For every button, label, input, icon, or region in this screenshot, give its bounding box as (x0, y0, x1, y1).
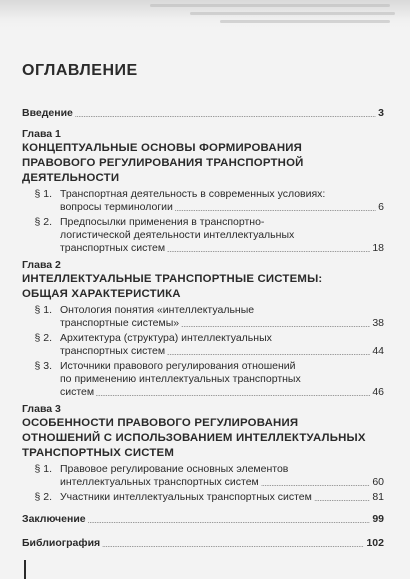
chapter-title-line: ИНТЕЛЛЕКТУАЛЬНЫЕ ТРАНСПОРТНЫЕ СИСТЕМЫ: (22, 273, 323, 285)
section-text-line: транспортных систем (60, 242, 166, 254)
toc-entry-section[interactable] (22, 360, 384, 399)
section-number: § 2. (34, 332, 52, 344)
section-text-line: Транспортная деятельность в современных условиях: (60, 188, 326, 200)
dot-leader (75, 116, 376, 117)
section-text-line: систем (60, 386, 95, 398)
section-text-line: Правовое регулирование основных элементов (60, 463, 289, 475)
section-text-line: Онтология понятия «интеллектуальные (60, 304, 255, 316)
toc-entry-conclusion[interactable] (22, 513, 384, 526)
chapter-label: Глава 2 (22, 259, 61, 271)
section-text-line: логистической деятельности интеллектуальных (60, 229, 295, 241)
section-number: § 2. (34, 491, 52, 503)
page-number: 44 (372, 345, 384, 357)
toc-entry-section[interactable] (22, 463, 384, 489)
blurred-text-line (150, 4, 390, 7)
section-number: § 3. (34, 360, 52, 372)
toc-entry-introduction-label: Введение (22, 107, 73, 119)
blurred-text-line (220, 20, 390, 23)
section-body (60, 188, 384, 214)
chapter-label: Глава 3 (22, 403, 61, 415)
section-text-line: транспортные системы» (60, 317, 180, 329)
page-number: 3 (378, 107, 384, 119)
chapter-title-line: ДЕЯТЕЛЬНОСТИ (22, 172, 120, 184)
toc-entry-section[interactable] (22, 491, 384, 504)
dot-leader (102, 546, 364, 547)
dot-leader (175, 210, 376, 211)
section-number: § 1. (34, 304, 52, 316)
chapter-label: Глава 1 (22, 128, 61, 140)
toc-entry-section[interactable] (22, 304, 384, 330)
dot-leader (261, 485, 371, 486)
table-of-contents (22, 107, 384, 550)
toc-entry-section[interactable] (22, 216, 384, 255)
section-body (60, 463, 384, 489)
toc-entry-conclusion-label: Заключение (22, 513, 86, 525)
page-number: 99 (372, 513, 384, 525)
section-last-line (60, 201, 384, 214)
dot-leader (181, 326, 370, 327)
blurred-text-line (190, 12, 395, 15)
section-number: § 1. (34, 463, 52, 475)
chapter-title-line: ОБЩАЯ ХАРАКТЕРИСТИКА (22, 288, 181, 300)
toc-entry-section[interactable] (22, 188, 384, 214)
dot-leader (314, 500, 370, 501)
section-last-line (60, 386, 384, 399)
section-last-line (60, 491, 384, 504)
section-text-line: по применению интеллектуальных транспортных (60, 373, 301, 385)
section-number: § 1. (34, 188, 52, 200)
section-last-line (60, 242, 384, 255)
page-number: 38 (372, 317, 384, 329)
page-number: 6 (378, 201, 384, 213)
dot-leader (167, 354, 370, 355)
chapter-title-line: ТРАНСПОРТНЫХ СИСТЕМ (22, 447, 175, 459)
section-body (60, 360, 384, 399)
toc-entry-section[interactable] (22, 332, 384, 358)
section-text-line: вопросы терминологии (60, 201, 173, 213)
section-text-line: Предпосылки применения в транспортно- (60, 216, 265, 228)
chapter-title-line: КОНЦЕПТУАЛЬНЫЕ ОСНОВЫ ФОРМИРОВАНИЯ (22, 142, 303, 154)
chapter-title-line: ПРАВОВОГО РЕГУЛИРОВАНИЯ ТРАНСПОРТНОЙ (22, 157, 304, 169)
section-body (60, 216, 384, 255)
toc-entry-introduction[interactable] (22, 107, 384, 120)
chapter-title[interactable] (22, 416, 384, 461)
page-number: 102 (366, 537, 384, 549)
section-body (60, 304, 384, 330)
section-last-line (60, 345, 384, 358)
page-number: 18 (372, 242, 384, 254)
toc-entry-bibliography[interactable] (22, 537, 384, 550)
page-number: 46 (372, 386, 384, 398)
section-last-line (60, 317, 384, 330)
section-text-line: Архитектура (структура) интеллектуальных (60, 332, 272, 344)
section-text-line: Источники правового регулирования отношений (60, 360, 296, 372)
chapter-title[interactable] (22, 272, 384, 302)
bookmark-ribbon (24, 560, 26, 579)
section-last-line (60, 476, 384, 489)
section-text-line: Участники интеллектуальных транспортных систем (60, 491, 312, 503)
chapter-title[interactable] (22, 141, 384, 186)
dot-leader (167, 251, 370, 252)
section-body (60, 332, 384, 358)
dot-leader (96, 395, 370, 396)
chapter-title-line: ОТНОШЕНИЙ С ИСПОЛЬЗОВАНИЕМ ИНТЕЛЛЕКТУАЛЬНЫХ (22, 432, 366, 444)
toc-entry-bibliography-label: Библиография (22, 537, 101, 549)
chapter-title-line: ОСОБЕННОСТИ ПРАВОВОГО РЕГУЛИРОВАНИЯ (22, 417, 299, 429)
dot-leader (88, 522, 371, 523)
section-number: § 2. (34, 216, 52, 228)
page-number: 81 (372, 491, 384, 503)
page-title: ОГЛАВЛЕНИЕ (22, 62, 138, 79)
page-number: 60 (372, 476, 384, 488)
section-text-line: транспортных систем (60, 345, 166, 357)
section-text-line: интеллектуальных транспортных систем (60, 476, 259, 488)
section-body (60, 491, 384, 504)
